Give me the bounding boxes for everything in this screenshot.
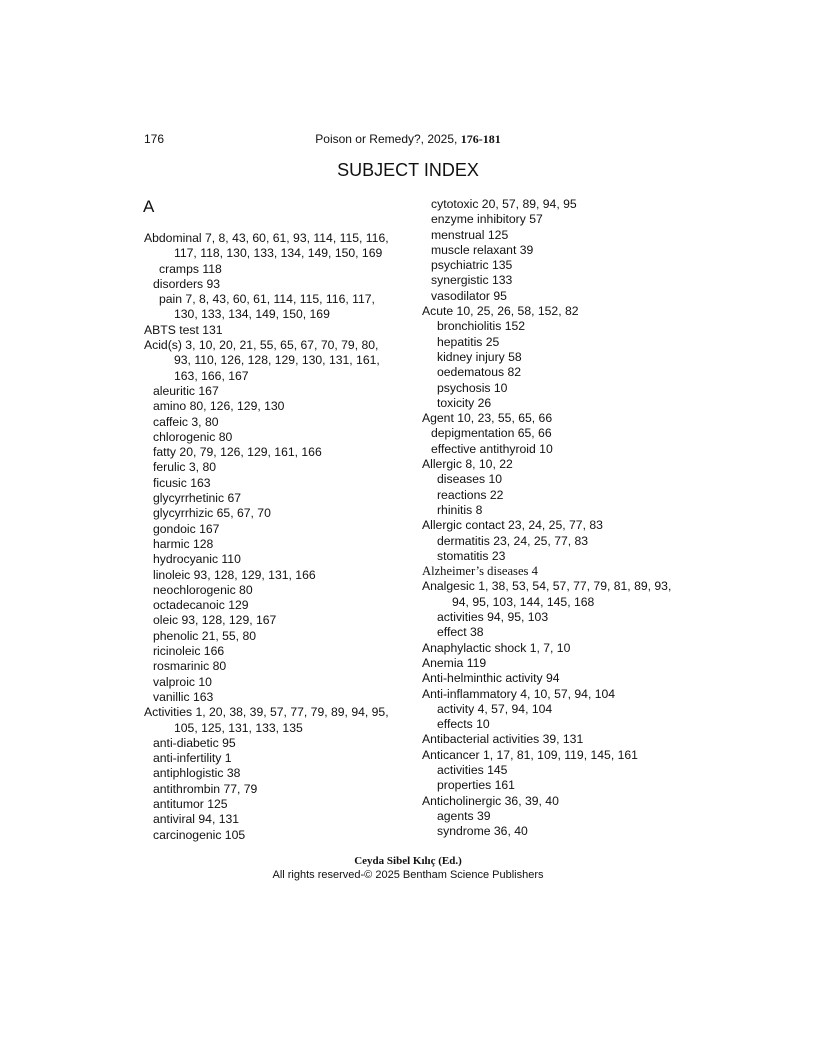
index-subentry: antithrombin 77, 79 bbox=[153, 781, 258, 796]
index-subentry: oedematous 82 bbox=[437, 365, 522, 380]
journal-pages: 176-181 bbox=[460, 132, 501, 146]
index-subentry: linoleic 93, 128, 129, 131, 166 bbox=[153, 567, 316, 582]
index-entry: Anticholinergic 36, 39, 40 bbox=[422, 793, 559, 808]
journal-citation bbox=[0, 132, 816, 147]
index-subentry: activities 94, 95, 103 bbox=[437, 610, 549, 625]
index-subentry: dermatitis 23, 24, 25, 77, 83 bbox=[437, 533, 589, 548]
index-entry: Acute 10, 25, 26, 58, 152, 82 bbox=[422, 304, 579, 319]
index-entry: Antibacterial activities 39, 131 bbox=[422, 732, 584, 747]
index-entry: Allergic contact 23, 24, 25, 77, 83 bbox=[422, 518, 603, 533]
index-subentry: muscle relaxant 39 bbox=[431, 242, 534, 257]
index-subentry: activities 145 bbox=[437, 762, 508, 777]
index-subentry: chlorogenic 80 bbox=[153, 429, 233, 444]
index-subentry: activity 4, 57, 94, 104 bbox=[437, 701, 553, 716]
index-column-right bbox=[422, 197, 692, 839]
index-entry-continuation: 130, 133, 134, 149, 150, 169 bbox=[174, 307, 330, 322]
index-subentry: cytotoxic 20, 57, 89, 94, 95 bbox=[431, 197, 577, 211]
index-subentry: ficusic 163 bbox=[153, 475, 211, 490]
index-entry: Anti-helminthic activity 94 bbox=[422, 671, 560, 686]
index-subentry: glycyrrhetinic 67 bbox=[153, 491, 242, 506]
index-subentry: antiphlogistic 38 bbox=[153, 766, 241, 781]
index-subentry: enzyme inhibitory 57 bbox=[431, 212, 543, 227]
page-number: 176 bbox=[144, 132, 165, 146]
index-entry: ABTS test 131 bbox=[144, 322, 223, 337]
index-subentry: oleic 93, 128, 129, 167 bbox=[153, 613, 277, 628]
index-subentry: syndrome 36, 40 bbox=[437, 824, 528, 839]
index-subentry: aleuritic 167 bbox=[153, 383, 219, 398]
index-subentry: effect 38 bbox=[437, 625, 484, 640]
index-subentry: fatty 20, 79, 126, 129, 161, 166 bbox=[153, 445, 322, 460]
index-subentry: cramps 118 bbox=[159, 261, 222, 276]
index-subentry: bronchiolitis 152 bbox=[437, 319, 526, 334]
index-entry: Agent 10, 23, 55, 65, 66 bbox=[422, 411, 553, 426]
index-subentry: reactions 22 bbox=[437, 487, 504, 502]
index-entry: Allergic 8, 10, 22 bbox=[422, 457, 513, 472]
index-entry: Anti-inflammatory 4, 10, 57, 94, 104 bbox=[422, 686, 616, 701]
index-subentry: synergistic 133 bbox=[431, 273, 513, 288]
index-entry: Anaphylactic shock 1, 7, 10 bbox=[422, 640, 571, 655]
page-title: SUBJECT INDEX bbox=[337, 160, 479, 180]
index-subentry: octadecanoic 129 bbox=[153, 598, 249, 613]
index-subentry: valproic 10 bbox=[153, 674, 212, 689]
index-entry: Anemia 119 bbox=[422, 655, 487, 670]
index-subentry: pain 7, 8, 43, 60, 61, 114, 115, 116, 117, bbox=[159, 292, 375, 307]
index-subentry: depigmentation 65, 66 bbox=[431, 426, 552, 441]
index-entry: Activities 1, 20, 38, 39, 57, 77, 79, 89, 94, 95, bbox=[144, 705, 389, 720]
index-subentry: anti-infertility 1 bbox=[153, 751, 232, 766]
index-subentry: psychosis 10 bbox=[437, 380, 508, 395]
index-subentry: caffeic 3, 80 bbox=[153, 414, 219, 429]
index-subentry: kidney injury 58 bbox=[437, 349, 522, 364]
index-subentry: hydrocyanic 110 bbox=[153, 552, 241, 567]
index-subentry: toxicity 26 bbox=[437, 395, 492, 410]
footer-rights: All rights reserved-© 2025 Bentham Science Publishers bbox=[272, 869, 544, 881]
index-entry-continuation: 117, 118, 130, 133, 134, 149, 150, 169 bbox=[174, 246, 383, 261]
index-subentry: effective antithyroid 10 bbox=[431, 441, 553, 456]
index-subentry: carcinogenic 105 bbox=[153, 827, 246, 842]
index-subentry: amino 80, 126, 129, 130 bbox=[153, 399, 285, 414]
index-subentry: diseases 10 bbox=[437, 472, 503, 487]
index-entry: Acid(s) 3, 10, 20, 21, 55, 65, 67, 70, 79, 80, bbox=[144, 338, 379, 353]
index-entry: Anticancer 1, 17, 81, 109, 119, 145, 161 bbox=[422, 747, 638, 762]
index-subentry: rhinitis 8 bbox=[437, 502, 483, 517]
index-subentry: gondoic 167 bbox=[153, 521, 220, 536]
section-letter: A bbox=[143, 197, 155, 216]
index-subentry: hepatitis 25 bbox=[437, 334, 500, 349]
running-head bbox=[0, 132, 816, 148]
index-subentry: vasodilator 95 bbox=[431, 288, 507, 303]
index-entry-continuation: 105, 125, 131, 133, 135 bbox=[174, 720, 303, 735]
index-subentry: phenolic 21, 55, 80 bbox=[153, 628, 256, 643]
index-entry: Abdominal 7, 8, 43, 60, 61, 93, 114, 115, 116, bbox=[144, 231, 389, 245]
index-subentry: menstrual 125 bbox=[431, 227, 509, 242]
index-column-left bbox=[144, 231, 414, 843]
index-subentry: antiviral 94, 131 bbox=[153, 812, 240, 827]
index-subentry: disorders 93 bbox=[153, 276, 221, 291]
index-entry-continuation: 94, 95, 103, 144, 145, 168 bbox=[452, 594, 595, 609]
index-subentry: anti-diabetic 95 bbox=[153, 735, 236, 750]
index-subentry: glycyrrhizic 65, 67, 70 bbox=[153, 506, 271, 521]
index-subentry: antitumor 125 bbox=[153, 796, 228, 811]
index-subentry: properties 161 bbox=[437, 778, 515, 793]
index-entry: Analgesic 1, 38, 53, 54, 57, 77, 79, 81, 89, 93, bbox=[422, 579, 672, 594]
index-subentry: agents 39 bbox=[437, 808, 491, 823]
index-entry-continuation: 93, 110, 126, 128, 129, 130, 131, 161, bbox=[174, 353, 380, 368]
index-subentry: stomatitis 23 bbox=[437, 548, 506, 563]
footer-editor: Ceyda Sibel Kılıç (Ed.) bbox=[354, 855, 462, 867]
index-subentry: psychiatric 135 bbox=[431, 258, 513, 273]
index-subentry: ferulic 3, 80 bbox=[153, 460, 217, 475]
index-subentry: ricinoleic 166 bbox=[153, 644, 225, 659]
index-subentry: harmic 128 bbox=[153, 536, 214, 551]
index-subentry: vanillic 163 bbox=[153, 689, 214, 704]
index-subentry: effects 10 bbox=[437, 717, 490, 732]
index-subentry: rosmarinic 80 bbox=[153, 659, 227, 674]
index-entry: Alzheimer’s diseases 4 bbox=[422, 564, 538, 579]
index-subentry: neochlorogenic 80 bbox=[153, 582, 253, 597]
journal-title: Poison or Remedy?, 2025, bbox=[315, 132, 461, 146]
index-entry-continuation: 163, 166, 167 bbox=[174, 368, 249, 383]
